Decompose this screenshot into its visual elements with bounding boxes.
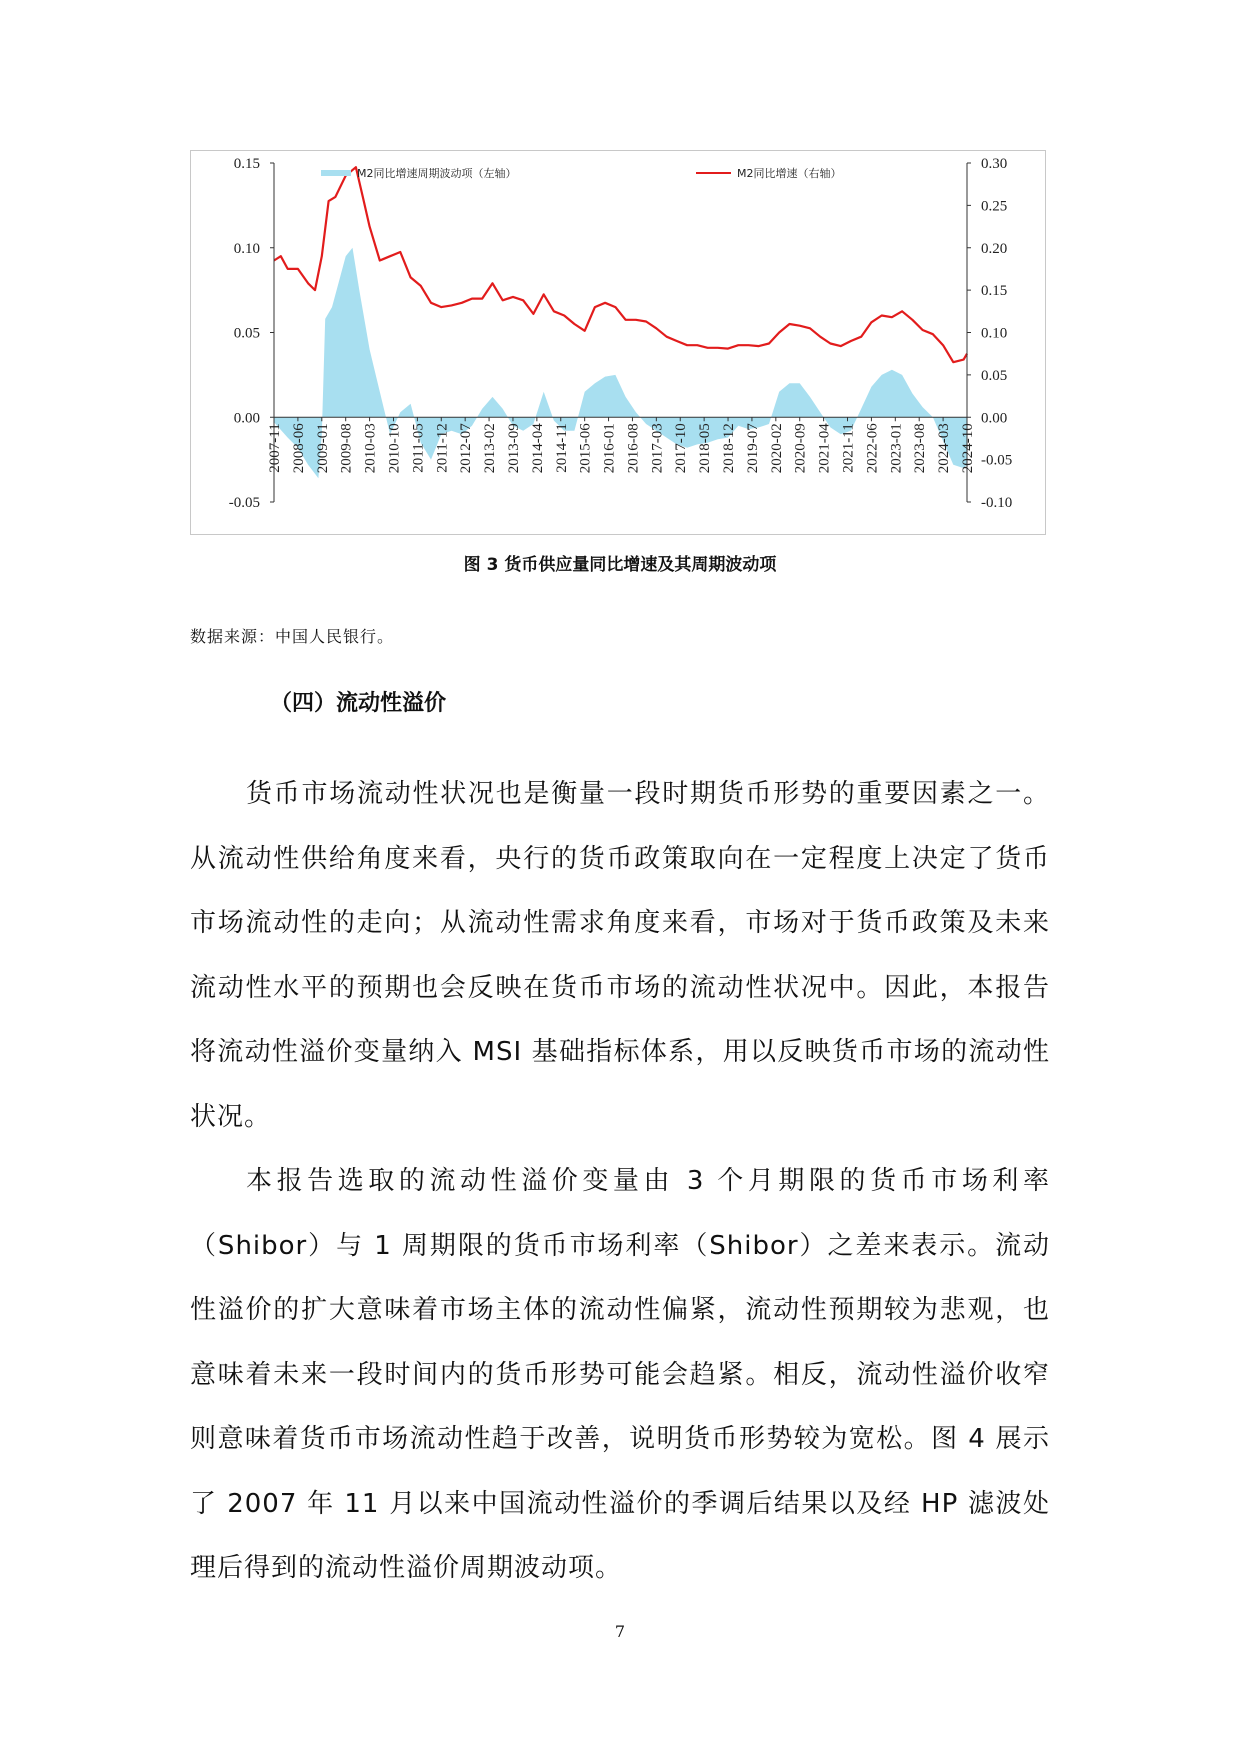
right-tick-label: 0.10 xyxy=(981,325,1008,342)
x-tick-label: 2020-02 xyxy=(768,423,785,474)
data-source-note: 数据来源：中国人民银行。 xyxy=(190,627,395,646)
right-tick-label: 0.25 xyxy=(981,198,1008,215)
x-tick-label: 2022-06 xyxy=(864,423,881,474)
x-tick-label: 2017-10 xyxy=(673,423,690,474)
x-tick-label: 2024-10 xyxy=(960,423,976,474)
x-tick-label: 2021-04 xyxy=(816,423,833,474)
left-tick-label: 0.00 xyxy=(233,410,260,427)
legend-swatch-area xyxy=(321,170,351,176)
m2-growth-line xyxy=(274,167,967,362)
left-tick-label: 0.05 xyxy=(233,325,260,342)
right-tick-label: 0.20 xyxy=(981,240,1008,257)
x-tick-label: 2013-09 xyxy=(505,423,522,474)
x-tick-label: 2010-03 xyxy=(362,423,379,474)
x-tick-label: 2023-01 xyxy=(888,423,905,474)
x-tick-label: 2009-08 xyxy=(338,423,355,474)
x-tick-label: 2017-03 xyxy=(649,423,666,474)
x-tick-label: 2013-02 xyxy=(482,423,499,474)
x-tick-label: 2015-06 xyxy=(577,423,594,474)
x-tick-label: 2016-08 xyxy=(625,423,642,474)
body-paragraph-2: 本报告选取的流动性溢价变量由 3 个月期限的货币市场利率（Shibor）与 1 周期限的货币市场利率（Shibor）之差来表示。流动性溢价的扩大意味着市场主体的流动性偏紧，流动性预期较为悲观，也意味着未来一段时间内的货币形势可能会趋紧。相反，流动性溢价收窄则意味着货币市场流动性趋于改善，说明货币形势较为宽松。图 4 展示了 2007 年 11 月以来中国流动性溢价的季调后结果以及经 HP 滤波处理后得到的流动性溢价周期波动项。 xyxy=(190,1166,1050,1583)
x-tick-label: 2023-08 xyxy=(912,423,929,474)
chart-svg xyxy=(191,151,1047,536)
right-tick-label: 0.00 xyxy=(981,410,1008,427)
x-tick-label: 2008-06 xyxy=(290,423,307,474)
right-tick-label: 0.05 xyxy=(981,367,1008,384)
figure-caption: 图 3 货币供应量同比增速及其周期波动项 xyxy=(463,555,777,575)
x-tick-label: 2010-10 xyxy=(386,423,403,474)
x-tick-label: 2018-05 xyxy=(697,423,714,474)
x-tick-label: 2016-01 xyxy=(601,423,618,474)
left-tick-label: -0.05 xyxy=(228,495,260,511)
x-tick-label: 2011-12 xyxy=(434,423,451,473)
x-tick-label: 2018-12 xyxy=(721,423,738,474)
figure-3-chart xyxy=(190,150,1046,535)
left-tick-label: 0.10 xyxy=(233,240,260,257)
right-tick-label: -0.05 xyxy=(981,452,1013,469)
x-tick-label: 2021-11 xyxy=(840,423,857,473)
x-tick-label: 2024-03 xyxy=(936,423,953,474)
page-number: 7 xyxy=(614,1622,626,1641)
x-tick-label: 2014-11 xyxy=(553,423,570,473)
right-tick-label: -0.10 xyxy=(981,495,1013,511)
x-tick-label: 2020-09 xyxy=(792,423,809,474)
x-tick-label: 2009-01 xyxy=(314,423,331,474)
right-tick-label: 0.15 xyxy=(981,283,1008,300)
section-heading: （四）流动性溢价 xyxy=(270,691,447,716)
legend-label-line: M2同比增速（右轴） xyxy=(737,167,842,180)
legend-label-area: M2同比增速周期波动项（左轴） xyxy=(357,167,517,180)
x-tick-label: 2019-07 xyxy=(744,423,761,474)
left-tick-label: 0.15 xyxy=(233,156,260,172)
x-tick-label: 2007-11 xyxy=(267,423,283,473)
body-paragraph-1: 货币市场流动性状况也是衡量一段时期货币形势的重要因素之一。从流动性供给角度来看，央行的货币政策取向在一定程度上决定了货币市场流动性的走向；从流动性需求角度来看，市场对于货币政策及未来流动性水平的预期也会反映在货币市场的流动性状况中。因此，本报告将流动性溢价变量纳入 MSI 基础指标体系，用以反映货币市场的流动性状况。 xyxy=(190,779,1050,1132)
x-tick-label: 2012-07 xyxy=(458,423,475,474)
x-tick-label: 2011-05 xyxy=(410,423,427,473)
x-tick-label: 2014-04 xyxy=(529,423,546,474)
right-tick-label: 0.30 xyxy=(981,156,1008,172)
